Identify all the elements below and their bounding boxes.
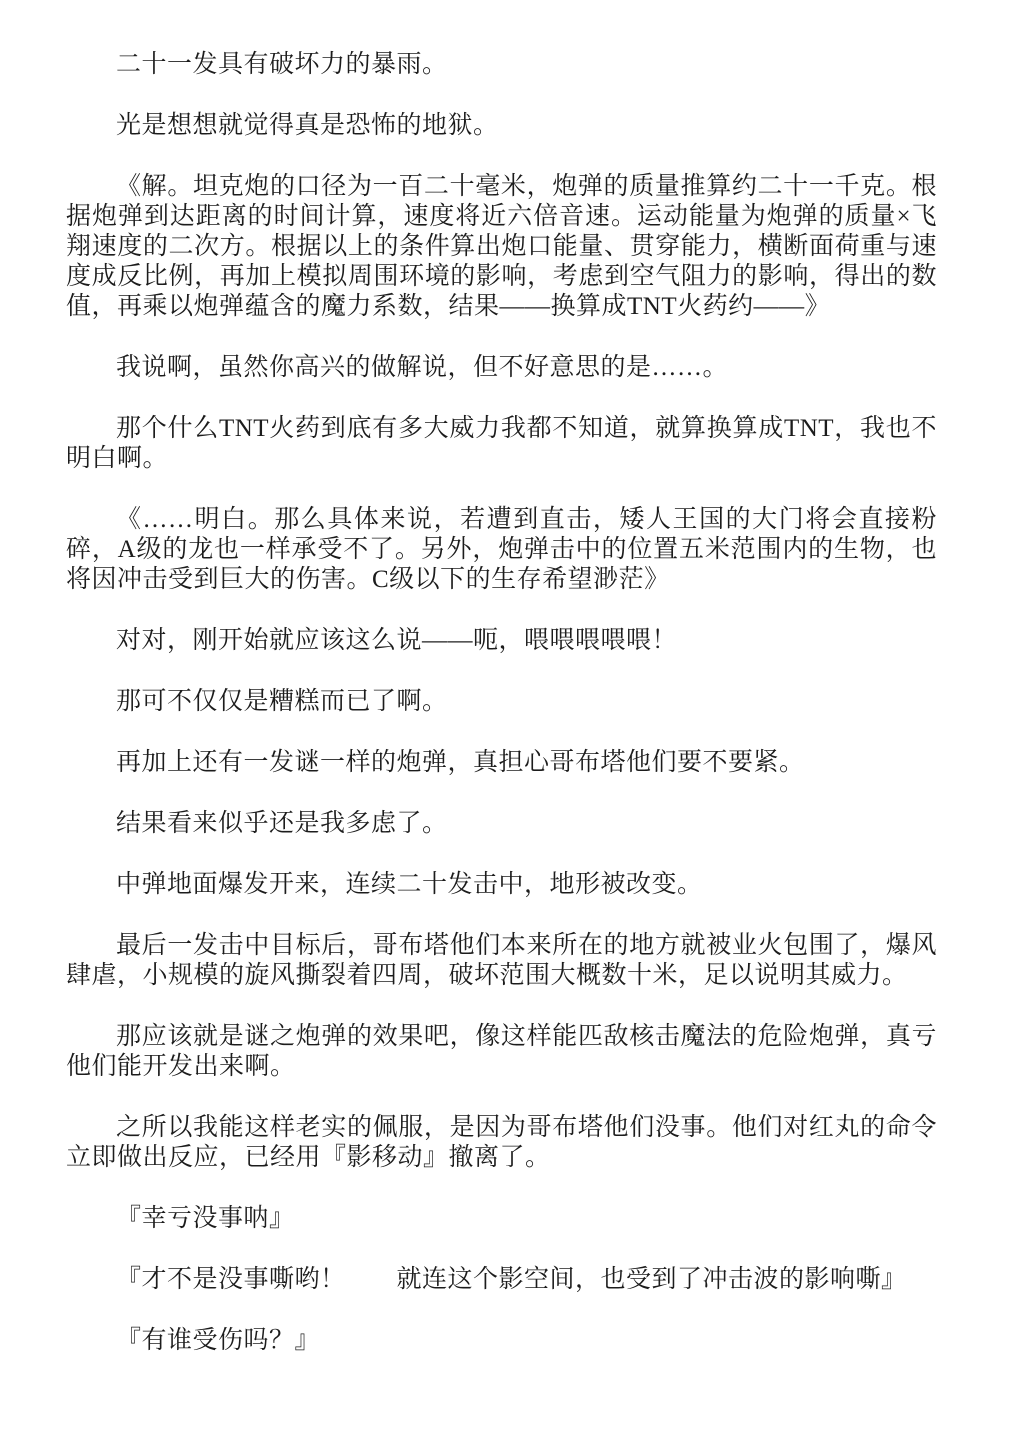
paragraph-9: 再加上还有一发谜一样的炮弹，真担心哥布塔他们要不要紧。 xyxy=(116,749,805,776)
paragraph-6: 《……明白。那么具体来说，若遭到直击，矮人王国的大门将会直接粉碎，A级的龙也一样承受不了。另外，炮弹击中的位置五米范围内的生物，也将因冲击受到巨大的伤害。C级以下的生存希望渺茫》 xyxy=(66,506,937,593)
paragraph-12: 最后一发击中目标后，哥布塔他们本来所在的地方就被业火包围了，爆风肆虐，小规模的旋风撕裂着四周，破坏范围大概数十米，足以说明其威力。 xyxy=(66,932,937,989)
paragraph-11: 中弹地面爆发开来，连续二十发击中，地形被改变。 xyxy=(116,871,703,898)
paragraph-15: 『幸亏没事呐』 xyxy=(116,1205,295,1232)
paragraph-4: 我说啊，虽然你高兴的做解说，但不好意思的是……。 xyxy=(116,354,729,381)
paragraph-2: 光是想想就觉得真是恐怖的地狱。 xyxy=(116,112,499,139)
paragraph-17: 『有谁受伤吗？』 xyxy=(116,1327,321,1354)
paragraph-10: 结果看来似乎还是我多虑了。 xyxy=(116,810,448,837)
paragraph-3: 《解。坦克炮的口径为一百二十毫米，炮弹的质量推算约二十一千克。根据炮弹到达距离的时间计算，速度将近六倍音速。运动能量为炮弹的质量×飞翔速度的二次方。根据以上的条件算出炮口能量、贯穿能力，横断面荷重与速度成反比例，再加上模拟周围环境的影响，考虑到空气阻力的影响，得出的数值，再乘以炮弹蕴含的魔力系数，结果——换算成TNT火药约——》 xyxy=(66,173,937,320)
paragraph-8: 那可不仅仅是糟糕而已了啊。 xyxy=(116,688,448,715)
paragraph-14: 之所以我能这样老实的佩服，是因为哥布塔他们没事。他们对红丸的命令立即做出反应，已经用『影移动』撤离了。 xyxy=(66,1114,937,1171)
paragraph-1: 二十一发具有破坏力的暴雨。 xyxy=(116,51,448,78)
paragraph-7: 对对，刚开始就应该这么说——呃，喂喂喂喂喂！ xyxy=(116,627,678,654)
paragraph-13: 那应该就是谜之炮弹的效果吧，像这样能匹敌核击魔法的危险炮弹，真亏他们能开发出来啊。 xyxy=(66,1023,937,1080)
paragraph-5: 那个什么TNT火药到底有多大威力我都不知道，就算换算成TNT，我也不明白啊。 xyxy=(66,415,937,472)
paragraph-16: 『才不是没事嘶哟！ 就连这个影空间，也受到了冲击波的影响嘶』 xyxy=(116,1266,907,1293)
